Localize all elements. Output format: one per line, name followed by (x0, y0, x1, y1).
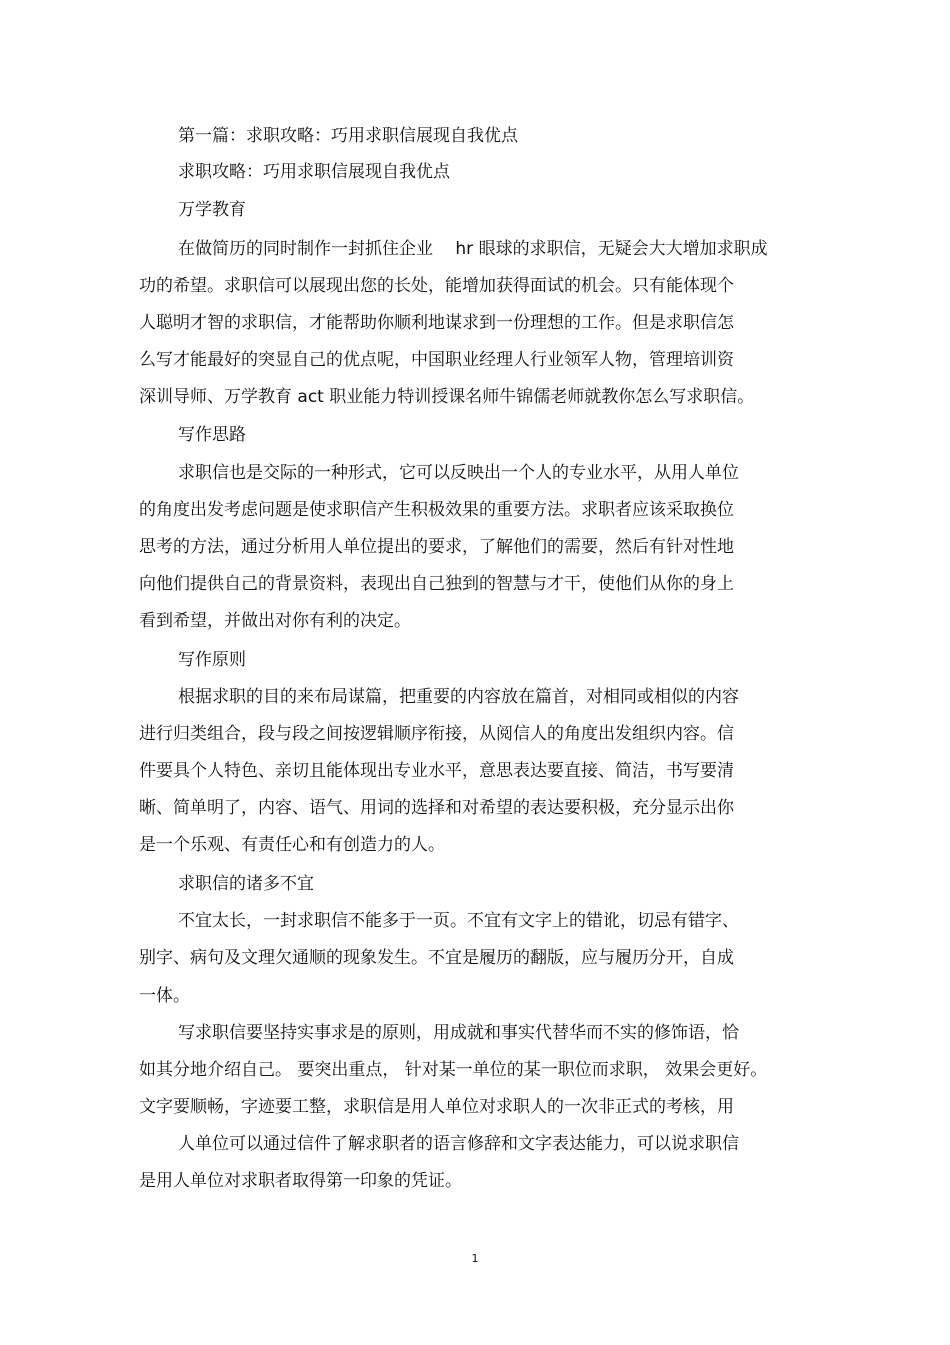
article-title: 第一篇：求职攻略：巧用求职信展现自我优点 (178, 126, 518, 146)
text-line: 向他们提供自己的背景资料，表现出自己独到的智慧与才干，使他们从你的身上 (139, 574, 734, 594)
text-line: 根据求职的目的来布局谋篇，把重要的内容放在篇首，对相同或相似的内容 (178, 687, 739, 707)
text-line: 是用人单位对求职者取得第一印象的凭证。 (139, 1171, 462, 1191)
text-line: 么写才能最好的突显自己的优点呢，中国职业经理人行业领军人物，管理培训资 (139, 350, 734, 370)
section-heading-donts: 求职信的诸多不宜 (178, 874, 314, 894)
article-subtitle: 求职攻略：巧用求职信展现自我优点 (178, 162, 450, 182)
text-line: 在做简历的同时制作一封抓住企业 hr 眼球的求职信，无疑会大大增加求职成 (178, 239, 768, 259)
text-line: 思考的方法，通过分析用人单位提出的要求，了解他们的需要，然后有针对性地 (139, 537, 734, 557)
text-line: 人聪明才智的求职信，才能帮助你顺利地谋求到一份理想的工作。但是求职信怎 (139, 313, 734, 333)
text-line: 求职信也是交际的一种形式，它可以反映出一个人的专业水平，从用人单位 (178, 463, 739, 483)
text-line: 不宜太长，一封求职信不能多于一页。不宜有文字上的错讹，切忌有错字、 (178, 911, 739, 931)
text-line: 件要具个人特色、亲切且能体现出专业水平，意思表达要直接、简洁，书写要清 (139, 761, 734, 781)
text-line: 一体。 (139, 986, 190, 1006)
text-line: 写求职信要坚持实事求是的原则，用成就和事实代替华而不实的修饰语，恰 (178, 1023, 739, 1043)
author-org: 万学教育 (178, 200, 246, 220)
text-line: 晰、简单明了，内容、语气、用词的选择和对希望的表达要积极，充分显示出你 (139, 798, 734, 818)
section-heading-writing-approach: 写作思路 (178, 425, 246, 445)
text-line: 的角度出发考虑问题是使求职信产生积极效果的重要方法。求职者应该采取换位 (139, 500, 734, 520)
text-line: 别字、病句及文理欠通顺的现象发生。不宜是履历的翻版，应与履历分开，自成 (139, 948, 734, 968)
page-number: 1 (471, 1252, 479, 1265)
text-line: 看到希望，并做出对你有利的决定。 (139, 611, 411, 631)
text-line: 人单位可以通过信件了解求职者的语言修辞和文字表达能力，可以说求职信 (178, 1134, 739, 1154)
text-line: 如其分地介绍自己。 要突出重点， 针对某一单位的某一职位而求职， 效果会更好。 (139, 1060, 768, 1080)
text-line: 深训导师、万学教育 act 职业能力特训授课名师牛锦儒老师就教你怎么写求职信。 (139, 387, 755, 407)
section-heading-writing-principles: 写作原则 (178, 650, 246, 670)
text-line: 是一个乐观、有责任心和有创造力的人。 (139, 835, 445, 855)
text-line: 功的希望。求职信可以展现出您的长处，能增加获得面试的机会。只有能体现个 (139, 276, 734, 296)
text-line: 文字要顺畅，字迹要工整，求职信是用人单位对求职人的一次非正式的考核，用 (139, 1097, 734, 1117)
text-line: 进行归类组合，段与段之间按逻辑顺序衔接，从阅信人的角度出发组织内容。信 (139, 724, 734, 744)
